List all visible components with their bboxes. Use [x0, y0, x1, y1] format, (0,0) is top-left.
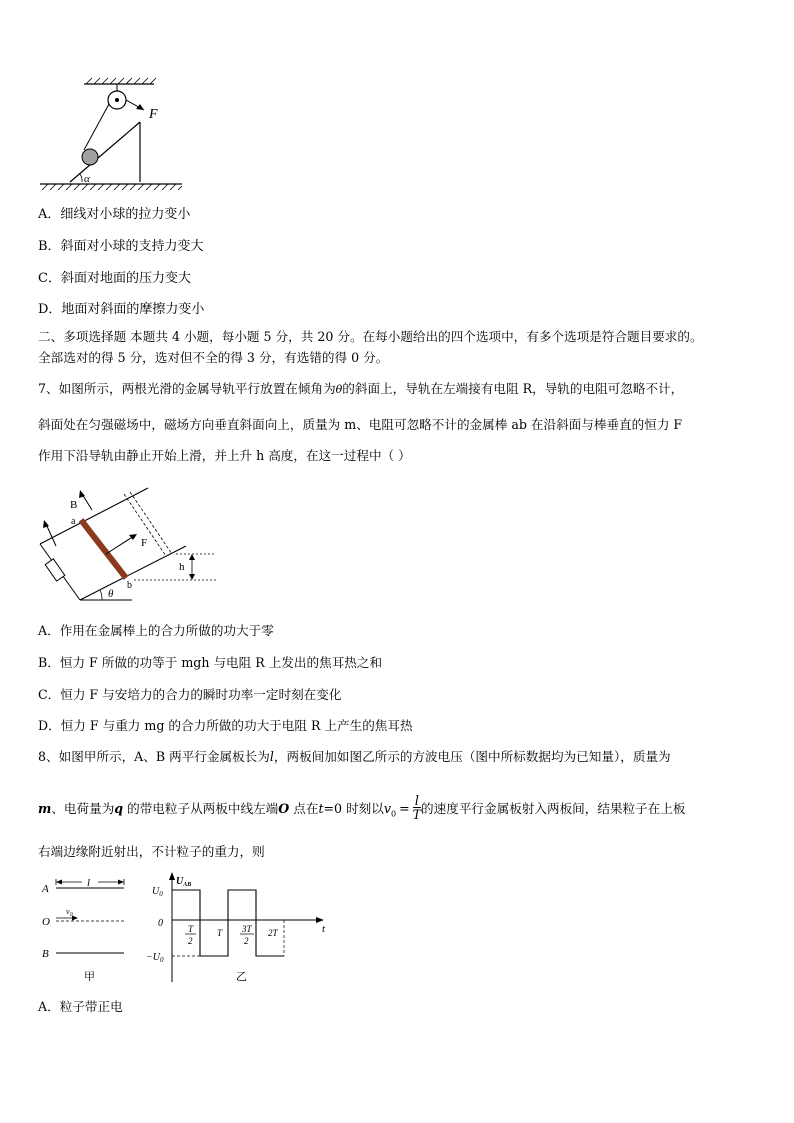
q7-label-B: B — [70, 499, 78, 511]
tick-3T-half-den: 2 — [244, 936, 249, 946]
rail-incline-figure — [36, 484, 226, 606]
q6-option-b: B．斜面对小球的支持力变大 — [38, 239, 204, 254]
q8-stem-line1: 8、如图甲所示，A、B 两平行金属板长为l，两板间加如图乙所示的方波电压（图中所标数据均为已知量），质量为 — [38, 749, 671, 764]
tick-2T: 2T — [268, 928, 278, 938]
tick-T: T — [217, 928, 223, 938]
q6-option-a: A．细线对小球的拉力变小 — [38, 207, 191, 222]
tick-T-half-num: T — [188, 924, 194, 934]
tick-3T-half-num: 3T — [242, 924, 252, 934]
tick-negU0: $-U_0$ — [146, 952, 164, 964]
plate-label-B: B — [42, 948, 49, 960]
q7-stem-line1: 7、如图所示，两根光滑的金属导轨平行放置在倾角为θ的斜面上，导轨在左端接有电阻 R，导轨的电阻可忽略不计， — [38, 381, 684, 396]
plate-label-A: A — [42, 883, 49, 895]
y-axis-label: $U_{AB}$ — [176, 876, 192, 888]
figure-caption-jia: 甲 — [84, 971, 95, 983]
q8-fraction-denominator: T — [412, 807, 422, 822]
q7-label-h: h — [179, 561, 185, 573]
q7-option-c: C．恒力 F 与安培力的合力的瞬时功率一定时刻在变化 — [38, 687, 342, 702]
angle-label-alpha: α — [84, 173, 90, 185]
q8-option-a: A．粒子带正电 — [38, 999, 123, 1014]
q7-option-d: D．恒力 F 与重力 mg 的合力所做的功大于电阻 R 上产生的焦耳热 — [38, 718, 413, 733]
origin-label-O: O — [42, 916, 50, 928]
q7-option-b: B．恒力 F 所做的功等于 mgh 与电阻 R 上发出的焦耳热之和 — [38, 655, 383, 670]
pulley-incline-figure — [36, 78, 196, 196]
force-label-F: F — [149, 107, 158, 122]
q8-fraction-numerator: l — [413, 794, 421, 808]
tick-U0: $U_0$ — [152, 886, 163, 898]
q7-label-b: b — [127, 580, 132, 591]
q7-stem-line3: 作用下沿导轨由静止开始上滑，并上升 h 高度，在这一过程中（ ） — [38, 448, 411, 463]
q7-label-a: a — [71, 516, 76, 527]
section2-instruction-line2: 全部选对的得 5 分，选对但不全的得 3 分，有选错的得 0 分。 — [38, 350, 389, 365]
q6-option-c: C．斜面对地面的压力变大 — [38, 271, 191, 286]
tick-zero: 0 — [158, 918, 163, 929]
q7-stem-line2: 斜面处在匀强磁场中，磁场方向垂直斜面向上，质量为 m、电阻可忽略不计的金属棒 ab 在沿斜面与棒垂直的恒力 F — [38, 417, 683, 432]
tick-T-half-den: 2 — [188, 936, 193, 946]
q7-label-F: F — [141, 537, 148, 549]
q7-label-theta: θ — [108, 588, 114, 600]
square-wave-voltage-figure — [144, 870, 329, 986]
q7-option-a: A．作用在金属棒上的合力所做的功大于零 — [38, 623, 274, 638]
plate-length-l: l — [87, 877, 91, 889]
q6-option-d: D．地面对斜面的摩擦力变小 — [38, 302, 205, 317]
x-axis-label: t — [322, 923, 326, 935]
q8-stem-line3: 右端边缘附近射出，不计粒子的重力，则 — [38, 844, 265, 859]
figure-caption-yi: 乙 — [236, 971, 247, 983]
parallel-plates-figure — [36, 874, 136, 984]
velocity-label: $v_0$ — [66, 907, 73, 918]
section2-instruction-line1: 二、多项选择题 本题共 4 小题，每小题 5 分，共 20 分。在每小题给出的四个选项中，有多个选项是符合题目要求的。 — [38, 329, 703, 344]
q8-stem-line2: m、电荷量为q 的带电粒子从两板中线左端O 点在t=0 时刻以$v_0$ = $\frac{l}{T}$ 的速度平行金属板射入两板间，结果粒子在上板 — [38, 793, 686, 822]
